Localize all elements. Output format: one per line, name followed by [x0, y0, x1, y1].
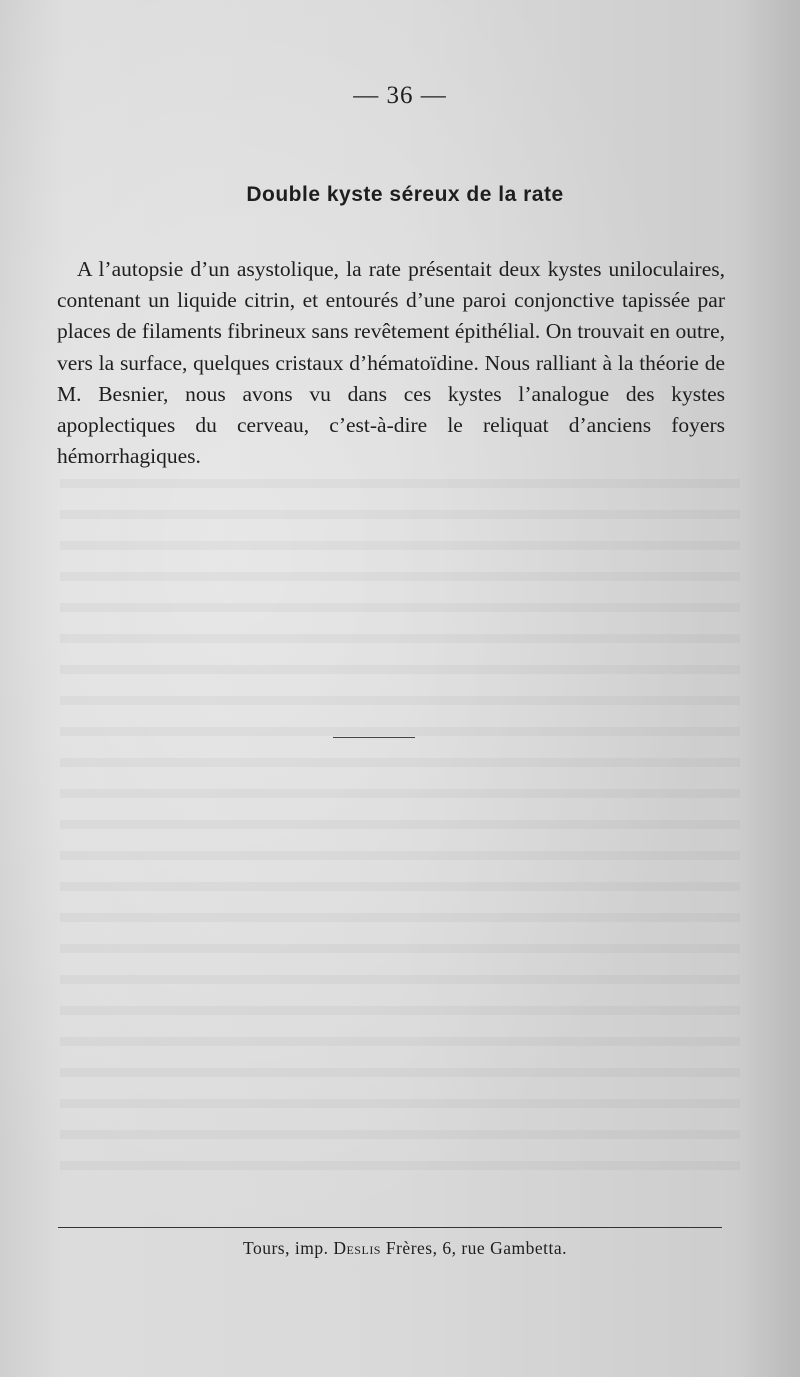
printer-imprint	[0, 1238, 800, 1259]
imprint-printer-name: Deslis	[333, 1238, 381, 1258]
body-paragraph: A l’autopsie d’un asystolique, la rate présentait deux kystes uniloculaires, contenant un liquide citrin, et entourés d’une paroi conjonctive tapissée par places de filaments fibrineux sans revêtement épithélial. On trouvait en outre, vers la surface, quelques cristaux d’hématoïdine. Nous ralliant à la théorie de M. Besnier, nous avons vu dans ces kystes l’analogue des kystes apoplectiques du cerveau, c’est-à-dire le reliquat d’anciens foyers hémorrhagiques.	[57, 257, 725, 469]
imprint-suffix: Frères, 6, rue Gambetta.	[381, 1238, 567, 1258]
imprint-prefix: Tours, imp.	[243, 1238, 334, 1258]
bleed-through-texture	[60, 470, 740, 1170]
section-title: Double kyste séreux de la rate	[246, 183, 564, 206]
page-number: — 36 —	[353, 82, 447, 109]
section-divider	[333, 737, 415, 738]
footer-rule	[58, 1227, 722, 1228]
